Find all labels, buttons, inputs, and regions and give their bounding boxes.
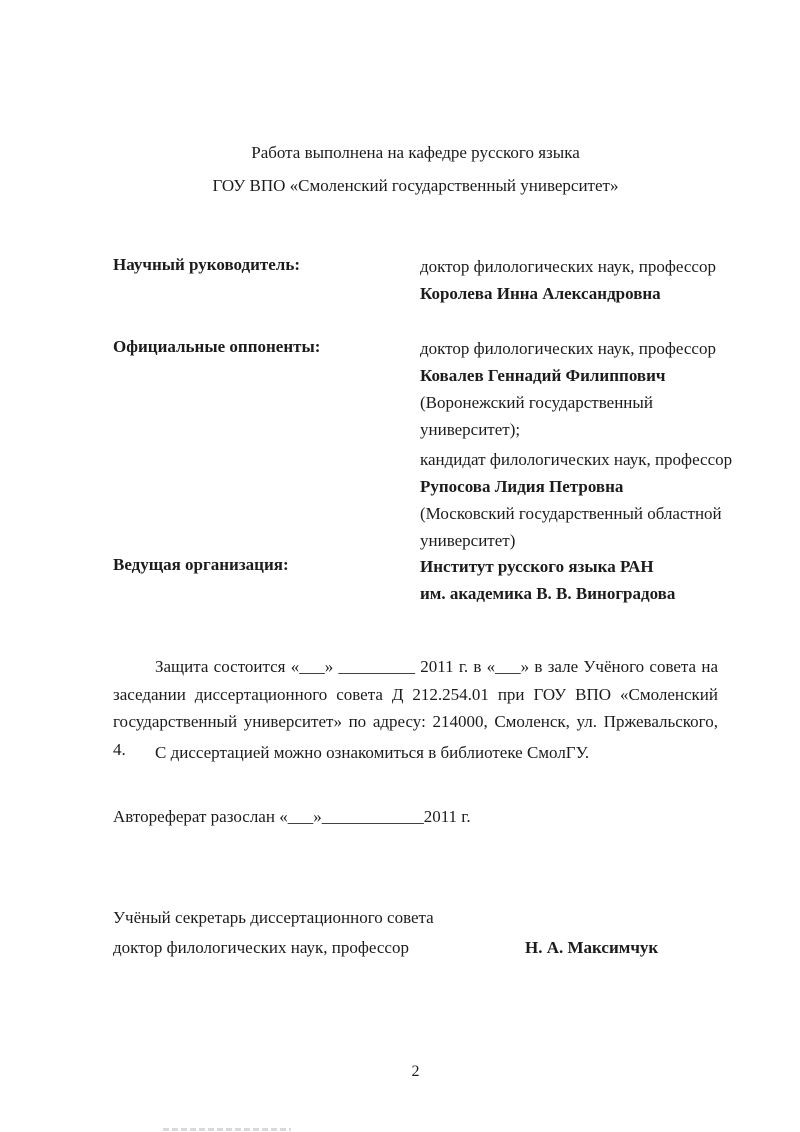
defense-paragraph: Защита состоится «___» _________ 2011 г. в «___» в зале Учёного совета на заседании диссертационного совета Д 212.254.01 при ГОУ ВПО «Смоленский государственный университет» по адресу: 214000, Смоленск, ул. Пржевальского, 4.	[113, 657, 718, 759]
opponent-second-affiliation-2: университет)	[420, 531, 516, 550]
supervisor-value	[420, 253, 730, 307]
opponent-second	[420, 446, 733, 554]
leading-organization-name-1: Институт русского языка РАН	[420, 557, 654, 576]
opponent-first-degree: доктор филологических наук, профессор	[420, 339, 716, 358]
header-line-1: Работа выполнена на кафедре русского языка	[251, 143, 580, 162]
opponent-first-affiliation-1: (Воронежский государственный	[420, 393, 653, 412]
supervisor-label: Научный руководитель:	[113, 255, 300, 274]
opponent-second-degree: кандидат филологических наук, профессор	[420, 450, 733, 469]
dispatch-note: Автореферат разослан «___»____________2011 г.	[113, 807, 471, 826]
header-line-2: ГОУ ВПО «Смоленский государственный университет»	[212, 176, 619, 195]
page-number: 2	[411, 1063, 420, 1080]
signature-line-1: Учёный секретарь диссертационного совета	[113, 908, 434, 927]
opponent-second-affiliation-1: (Московский государственный областной	[420, 504, 722, 523]
opponent-first-affiliation-2: университет);	[420, 420, 521, 439]
supervisor-name: Королева Инна Александровна	[420, 284, 661, 303]
opponents-label: Официальные оппоненты:	[113, 337, 321, 356]
leading-organization-name-2: им. академика В. В. Виноградова	[420, 584, 676, 603]
leading-organization-label: Ведущая организация:	[113, 555, 289, 574]
library-note: С диссертацией можно ознакомиться в библиотеке СмолГУ.	[155, 743, 590, 762]
scan-artifact	[163, 1128, 291, 1131]
signature-line-2: доктор филологических наук, профессор	[113, 938, 409, 957]
opponent-first-name: Ковалев Геннадий Филиппович	[420, 366, 666, 385]
supervisor-degree: доктор филологических наук, профессор	[420, 257, 716, 276]
opponent-first	[420, 335, 730, 443]
opponent-second-name: Рупосова Лидия Петровна	[420, 477, 624, 496]
signature-name: Н. А. Максимчук	[525, 938, 659, 957]
leading-organization-value	[420, 553, 730, 607]
